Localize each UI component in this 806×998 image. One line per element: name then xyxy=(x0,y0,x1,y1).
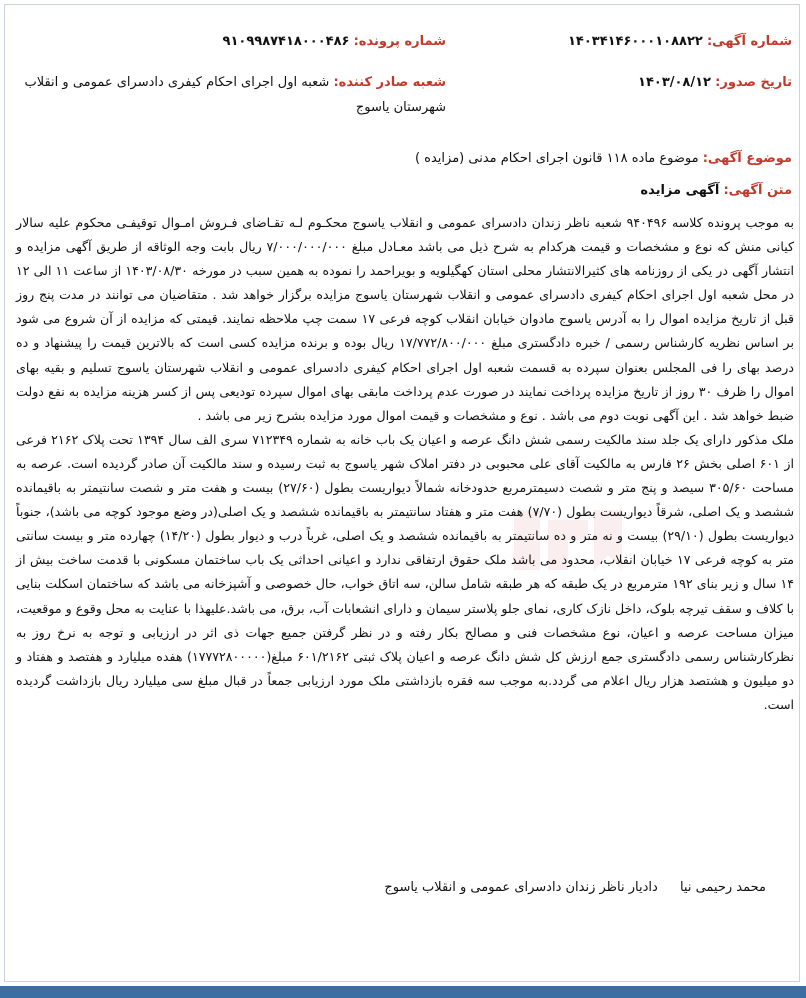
bottom-bar xyxy=(0,986,806,998)
ad-body xyxy=(16,211,794,717)
ad-number-row xyxy=(568,34,792,49)
subject-value: موضوع ماده ۱۱۸ قانون اجرای احکام مدنی (مزایده ) xyxy=(414,151,699,166)
body-paragraph-1: به موجب پرونده کلاسه ۹۴۰۴۹۶ شعبه ناظر زندان دادسرای عمومی و انقلاب یاسوج محکـوم لـه تقـاضای فـروش امـوال توقیفـی محکوم علیه سالار کیانی منش که نوع و مشخصات و قیمت هرکدام به شرح ذیل می باشد معـادل مبلغ ۷/۰۰۰/۰۰۰/۰۰۰ ریال بابت وجه الوثاقه از طریق آگهی مزایده و انتشار آگهی در یکی از روزنامه های کثیرالانتشار محلی استان کهگیلویه و بویراحمد را نموده به همین سبب در مورخه ۱۴۰۳/۰۸/۳۰ از ساعت ۱۱ الی ۱۲ در محل شعبه اول اجرای احکام کیفری دادسرای عمومی و انقلاب شهرستان یاسوج مزایده برگزار خواهد شد . متقاضیان می توانند در مدت پنج روز قبل از تاریخ مزایده اموال را به آدرس یاسوج مادوان خیابان انقلاب کوچه فرعی ۱۷ سمت چپ ملاحظه نمایند. قیمتی که مزایده از آن شروع می شود بر اساس نظریه کارشناس رسمی / خبره دادگستری مبلغ ۱۷/۷۷۲/۸۰۰/۰۰۰ ریال بوده و برنده مزایده کسی است که بالاترین قیمت را پیشنهاد و ده درصد بهای را فی المجلس بعنوان سپرده به قسمت شعبه اول اجرای احکام کیفری دادسرای عمومی و انقلاب شهرستان یاسوج تسلیم و بقیه بهای اموال را ظرف ۳۰ روز از تاریخ مزایده پرداخت نمایند در صورت عدم پرداخت مابقی بهای اموال سپرده تودیعی پس از کسر هزینه مزایده به نفع دولت ضبط خواهد شد . این آگهی نوبت دوم می باشد . نوع و مشخصات و قیمت اموال مورد مزایده بشرح زیر می باشد . xyxy=(16,215,794,423)
subject-label: موضوع آگهی: xyxy=(702,151,792,166)
case-number-label: شماره پرونده: xyxy=(353,34,446,49)
body-paragraph-2: ملک مذکور دارای یک جلد سند مالکیت رسمی شش دانگ عرصه و اعیان یک باب خانه به شماره ۷۱۲۳۴۹ سری الف سال ۱۳۹۴ تحت پلاک ۲۱۶۲ فرعی از ۶۰۱ اصلی بخش ۲۶ فارس به مالکیت آقای علی محبوبی در دفتر املاک شهر یاسوج به ثبت رسیده و سند مالکیت آن صادر گردیده است. عرصه به مساحت ۳۰۵/۶۰ سیصد و پنج متر و شصت دسیمترمربع حدودخانه شمالاً دیواریست بطول (۲۷/۶۰) بیست و هفت متر و شصت سانتیمتر به باقیمانده ششصد و یک اصلی، شرقاً دیواریست بطول (۷/۷۰) هفت متر و هفتاد سانتیمتر به باقیمانده ششصد و یک اصلی(در وضع موجود کوچه می باشد)، جنوباً دیواریست بطول (۲۹/۱۰) بیست و نه متر و ده سانتیمتر به باقیمانده ششصد و یک اصلی، غرباً درب و دیوار بطول (۱۴/۲۰) چهارده متر و بیست سانتی متر به کوچه فرعی ۱۷ خیابان انقلاب، محدود می باشد ملک حقوق ارتفاقی ندارد و اعیانی احداثی یک باب ساختمان مسکونی با قدمت ساخت بیش از ۱۴ سال و زیر بنای ۱۹۲ مترمربع در یک طبقه که هر طبقه شامل سالن، سه اتاق خواب، حال خصوصی و آشپزخانه می باشد که ساختمان اسکلت بنایی با کلاف و سقف تیرچه بلوک، داخل نازک کاری، نمای جلو پلاستر سیمان و دارای انشعابات آب، برق، می باشد.علیهذا با عنایت به محل وقوع و موقعیت، میزان مساحت عرصه و اعیان، نوع مشخصات فنی و مصالح بکار رفته و در نظر گرفتن جمیع جهات ذی اثر در ارزیابی و توجه به نرخ روز به نظرکارشناس رسمی دادگستری جمع ارزش کل شش دانگ عرصه و اعیان پلاک ثبتی ۶۰۱/۲۱۶۲ مبلغ(۱۷۷۷۲۸۰۰۰۰۰) هفده میلیارد و هفتصد و هفتاد و دو میلیون و هشتصد هزار ریال اعلام می گردد.به موجب سه فقره بازداشتی ملک مورد ارزیابی جمعاً در قبال مبلغ سی میلیارد ریال بازداشت گردیده است. xyxy=(16,431,795,712)
issuer-value-line2: شهرستان یاسوج xyxy=(355,100,446,115)
case-number-row xyxy=(223,34,446,49)
issue-date-row xyxy=(638,75,792,90)
ad-number-value: ۱۴۰۳۴۱۴۶۰۰۰۱۰۸۸۲۲ xyxy=(567,34,703,49)
issue-date-label: تاریخ صدور: xyxy=(715,75,792,90)
subject-row xyxy=(415,151,792,166)
text-title-value: آگهی مزایده xyxy=(640,183,720,198)
issuer-value-line1: شعبه اول اجرای احکام کیفری دادسرای عمومی و انقلاب xyxy=(24,75,330,90)
text-title-label: متن آگهی: xyxy=(723,183,792,198)
case-number-value: ۹۱۰۹۹۸۷۴۱۸۰۰۰۴۸۶ xyxy=(222,34,350,49)
text-title-row xyxy=(640,183,792,198)
signature xyxy=(366,880,766,895)
issue-date-value: ۱۴۰۳/۰۸/۱۲ xyxy=(638,75,711,90)
issuer-label: شعبه صادر کننده: xyxy=(333,75,446,90)
signature-name: محمد رحیمی نیا xyxy=(679,880,766,895)
issuer-row xyxy=(24,75,446,90)
signature-title: دادیار ناظر زندان دادسرای عمومی و انقلاب یاسوج xyxy=(384,880,658,895)
ad-number-label: شماره آگهی: xyxy=(706,34,792,49)
